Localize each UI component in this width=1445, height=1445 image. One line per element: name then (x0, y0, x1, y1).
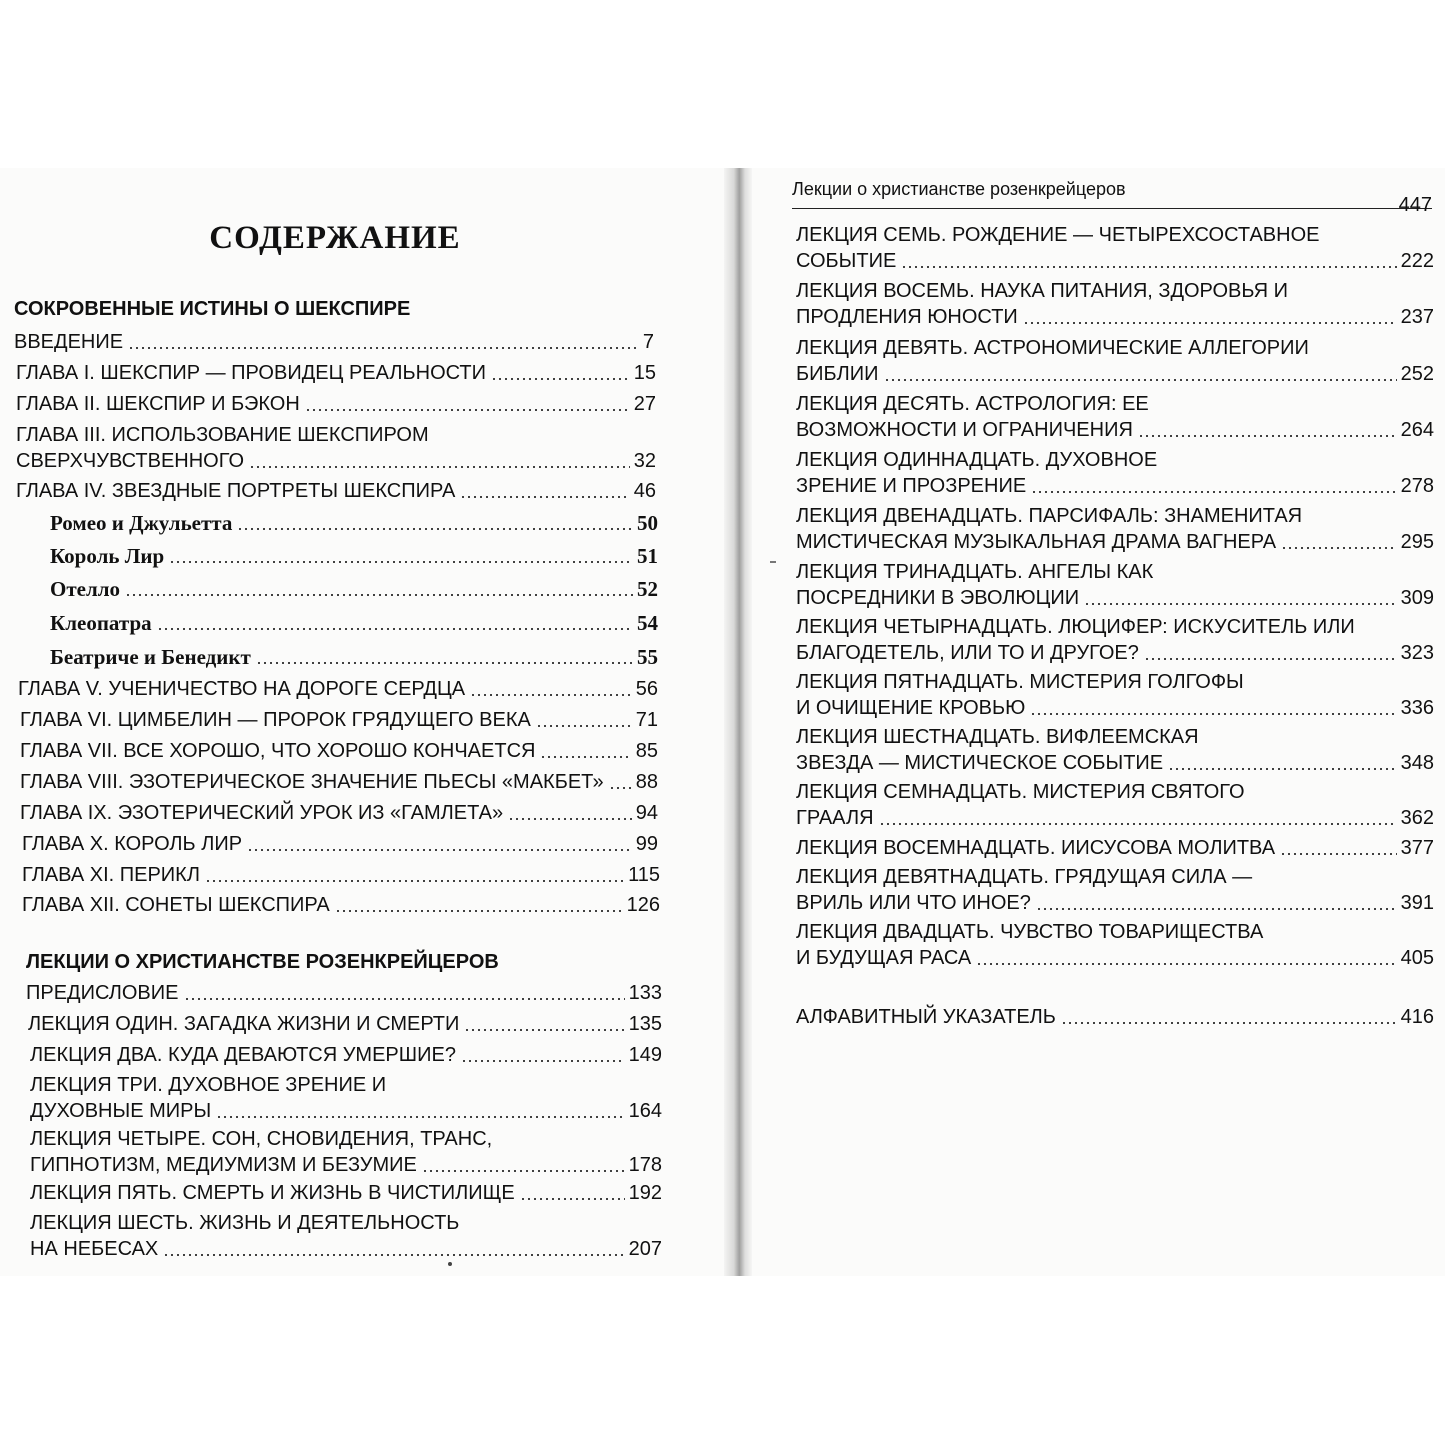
entry-title-cont: ГРААЛЯ (796, 807, 874, 829)
leader-dots (305, 409, 630, 411)
leader-dots (1030, 713, 1396, 715)
toc-entry[interactable] (796, 864, 1434, 916)
entry-title: ЛЕКЦИЯ ОДИННАДЦАТЬ. ДУХОВНОЕ (796, 449, 1158, 471)
toc-entry[interactable] (796, 919, 1434, 971)
entry-page: 222 (1400, 250, 1434, 272)
entry-title: ГЛАВА III. ИСПОЛЬЗОВАНИЕ ШЕКСПИРОМ (16, 424, 429, 446)
entry-title: ЛЕКЦИЯ ДВАДЦАТЬ. ЧУВСТВО ТОВАРИЩЕСТВА (796, 921, 1264, 943)
toc-entry[interactable] (796, 447, 1434, 499)
leader-dots (460, 496, 629, 498)
entry-title: ГЛАВА IV. ЗВЕЗДНЫЕ ПОРТРЕТЫ ШЕКСПИРА (16, 480, 456, 502)
leader-dots (508, 818, 632, 820)
toc-entry[interactable] (22, 831, 658, 857)
leader-dots (205, 880, 624, 882)
entry-title: Король Лир (50, 544, 165, 568)
entry-page: 99 (635, 833, 658, 855)
entry-page: 295 (1400, 531, 1434, 553)
entry-page: 133 (628, 982, 662, 1004)
entry-title: Беатриче и Бенедикт (50, 645, 251, 669)
leader-dots (879, 823, 1397, 825)
entry-title: ГЛАВА VI. ЦИМБЕЛИН — ПРОРОК ГРЯДУЩЕГО ВЕКА (20, 709, 531, 731)
running-header (792, 176, 1432, 216)
entry-page: 15 (633, 362, 656, 384)
entry-title: Отелло (50, 577, 121, 601)
entry-page: 348 (1400, 752, 1434, 774)
toc-entry[interactable] (14, 329, 654, 355)
entry-page: 377 (1400, 837, 1434, 859)
entry-page: 149 (628, 1044, 662, 1066)
entry-title: ЛЕКЦИЯ ДЕСЯТЬ. АСТРОЛОГИЯ: ЕЕ (796, 393, 1149, 415)
entry-title: ВВЕДЕНИЕ (14, 331, 124, 353)
toc-entry[interactable] (26, 980, 662, 1006)
leader-dots (464, 1029, 624, 1031)
leader-dots (470, 694, 632, 696)
leader-dots (1036, 908, 1397, 910)
toc-subentry[interactable] (50, 644, 658, 670)
leader-dots (256, 662, 633, 664)
entry-page: 46 (633, 480, 656, 502)
toc-entry[interactable] (30, 1180, 662, 1206)
page-number: 447 (1398, 194, 1432, 216)
toc-entry[interactable] (22, 892, 660, 918)
book-spread (0, 168, 1445, 1276)
entry-title: ЛЕКЦИЯ ДЕВЯТЬ. АСТРОНОМИЧЕСКИЕ АЛЛЕГОРИИ (796, 337, 1309, 359)
entry-title: ГЛАВА II. ШЕКСПИР И БЭКОН (16, 393, 300, 415)
entry-title: ЛЕКЦИЯ ОДИН. ЗАГАДКА ЖИЗНИ И СМЕРТИ (28, 1013, 460, 1035)
entry-page: 362 (1400, 807, 1434, 829)
running-title: Лекции о христианстве розенкрейцеров (792, 179, 1126, 199)
entry-title-cont: ЗВЕЗДА — МИСТИЧЕСКОЕ СОБЫТИЕ (796, 752, 1164, 774)
entry-title-cont: ГИПНОТИЗМ, МЕДИУМИЗМ И БЕЗУМИЕ (30, 1154, 417, 1176)
leader-dots (335, 910, 623, 912)
toc-entry[interactable] (16, 422, 656, 474)
leader-dots (520, 1198, 625, 1200)
entry-title-cont: ВРИЛЬ ИЛИ ЧТО ИНОЕ? (796, 892, 1031, 914)
toc-subentry[interactable] (50, 610, 658, 636)
entry-page: 52 (637, 577, 658, 601)
entry-title: ЛЕКЦИЯ ШЕСТНАДЦАТЬ. ВИФЛЕЕМСКАЯ (796, 726, 1199, 748)
toc-entry[interactable] (796, 1004, 1434, 1030)
entry-title-cont: БЛАГОДЕТЕЛЬ, ИЛИ ТО И ДРУГОЕ? (796, 642, 1139, 664)
toc-entry[interactable] (796, 835, 1434, 861)
toc-entry[interactable] (796, 559, 1434, 611)
leader-dots (1144, 658, 1397, 660)
leader-dots (128, 347, 639, 349)
entry-title-cont: МИСТИЧЕСКАЯ МУЗЫКАЛЬНАЯ ДРАМА ВАГНЕРА (796, 531, 1277, 553)
entry-page: 27 (633, 393, 656, 415)
entry-title-cont: И ОЧИЩЕНИЕ КРОВЬЮ (796, 697, 1026, 719)
entry-title-cont: ЗРЕНИЕ И ПРОЗРЕНИЕ (796, 475, 1027, 497)
entry-title: АЛФАВИТНЫЙ УКАЗАТЕЛЬ (796, 1006, 1056, 1028)
entry-title-cont: БИБЛИИ (796, 363, 879, 385)
leader-dots (976, 963, 1396, 965)
entry-page: 85 (635, 740, 658, 762)
entry-page: 336 (1400, 697, 1434, 719)
entry-page: 207 (628, 1238, 662, 1260)
leader-dots (1168, 768, 1397, 770)
toc-entry[interactable] (796, 335, 1434, 387)
leader-dots (540, 756, 631, 758)
leader-dots (884, 379, 1397, 381)
entry-title: ГЛАВА XI. ПЕРИКЛ (22, 864, 200, 886)
leader-dots (1138, 435, 1397, 437)
toc-entry[interactable] (22, 862, 660, 888)
entry-page: 416 (1400, 1006, 1434, 1028)
entry-page: 264 (1400, 419, 1434, 441)
entry-title: ЛЕКЦИЯ ТРИНАДЦАТЬ. АНГЕЛЫ КАК (796, 561, 1154, 583)
entry-title: ЛЕКЦИЯ ЧЕТЫРНАДЦАТЬ. ЛЮЦИФЕР: ИСКУСИТЕЛЬ ИЛИ (796, 616, 1355, 638)
entry-title-cont: СОБЫТИЕ (796, 250, 897, 272)
entry-page: 7 (642, 331, 654, 353)
toc-subentry[interactable] (50, 576, 658, 602)
entry-title: ЛЕКЦИЯ ВОСЕМНАДЦАТЬ. ИИСУСОВА МОЛИТВА (796, 837, 1276, 859)
leader-dots (901, 266, 1396, 268)
entry-title: ЛЕКЦИЯ ПЯТЬ. СМЕРТЬ И ЖИЗНЬ В ЧИСТИЛИЩЕ (30, 1182, 515, 1204)
leader-dots (249, 466, 630, 468)
toc-entry[interactable] (16, 478, 656, 504)
entry-page: 309 (1400, 587, 1434, 609)
leader-dots (422, 1170, 625, 1172)
leader-dots (169, 561, 633, 563)
entry-page: 252 (1400, 363, 1434, 385)
entry-title: ПРЕДИСЛОВИЕ (26, 982, 179, 1004)
toc-entry[interactable] (796, 724, 1434, 776)
toc-entry[interactable] (16, 360, 656, 386)
entry-page: 135 (628, 1013, 662, 1035)
entry-title: ЛЕКЦИЯ ДВЕНАДЦАТЬ. ПАРСИФАЛЬ: ЗНАМЕНИТАЯ (796, 505, 1303, 527)
entry-page: 278 (1400, 475, 1434, 497)
entry-title: ЛЕКЦИЯ ЧЕТЫРЕ. СОН, СНОВИДЕНИЯ, ТРАНС, (30, 1128, 493, 1150)
toc-entry[interactable] (796, 391, 1434, 443)
stray-dot (448, 1262, 452, 1266)
section-heading-rosicrucian: ЛЕКЦИИ О ХРИСТИАНСТВЕ РОЗЕНКРЕЙЦЕРОВ (26, 951, 499, 973)
entry-title: ЛЕКЦИЯ ДВА. КУДА ДЕВАЮТСЯ УМЕРШИЕ? (30, 1044, 456, 1066)
entry-page: 56 (635, 678, 658, 700)
leader-dots (157, 628, 633, 630)
entry-title: ЛЕКЦИЯ СЕМНАДЦАТЬ. МИСТЕРИЯ СВЯТОГО (796, 781, 1245, 803)
entry-page: 178 (628, 1154, 662, 1176)
entry-title-cont: ВОЗМОЖНОСТИ И ОГРАНИЧЕНИЯ (796, 419, 1133, 441)
toc-entry[interactable] (796, 222, 1434, 274)
leader-dots (1031, 491, 1396, 493)
leader-dots (1280, 853, 1397, 855)
entry-title: ЛЕКЦИЯ СЕМЬ. РОЖДЕНИЕ — ЧЕТЫРЕХСОСТАВНОЕ (796, 224, 1320, 246)
toc-entry[interactable] (30, 1210, 662, 1262)
leader-dots (461, 1060, 625, 1062)
section-heading-shakespeare: СОКРОВЕННЫЕ ИСТИНЫ О ШЕКСПИРЕ (14, 298, 411, 320)
toc-entry[interactable] (796, 614, 1434, 666)
toc-entry[interactable] (20, 769, 658, 795)
entry-title-cont: СВЕРХЧУВСТВЕННОГО (16, 450, 244, 472)
entry-title-cont: И БУДУЩАЯ РАСА (796, 947, 972, 969)
right-page (752, 168, 1445, 1276)
entry-title: ГЛАВА I. ШЕКСПИР — ПРОВИДЕЦ РЕАЛЬНОСТИ (16, 362, 487, 384)
entry-title: ЛЕКЦИЯ ВОСЕМЬ. НАУКА ПИТАНИЯ, ЗДОРОВЬЯ И (796, 280, 1288, 302)
entry-title: ГЛАВА XII. СОНЕТЫ ШЕКСПИРА (22, 894, 330, 916)
entry-page: 32 (633, 450, 656, 472)
stray-mark (770, 561, 776, 563)
entry-title-cont: НА НЕБЕСАХ (30, 1238, 159, 1260)
leader-dots (184, 998, 625, 1000)
entry-title-cont: ПОСРЕДНИКИ В ЭВОЛЮЦИИ (796, 587, 1080, 609)
entry-title: ГЛАВА X. КОРОЛЬ ЛИР (22, 833, 243, 855)
entry-page: 51 (637, 544, 658, 568)
entry-title: ГЛАВА VIII. ЭЗОТЕРИЧЕСКОЕ ЗНАЧЕНИЕ ПЬЕСЫ «МАКБЕТ» (20, 771, 604, 793)
entry-page: 71 (635, 709, 658, 731)
entry-page: 192 (628, 1182, 662, 1204)
entry-title-cont: ПРОДЛЕНИЯ ЮНОСТИ (796, 306, 1018, 328)
toc-entry[interactable] (796, 278, 1434, 330)
entry-title: ЛЕКЦИЯ ШЕСТЬ. ЖИЗНЬ И ДЕЯТЕЛЬНОСТЬ (30, 1212, 460, 1234)
leader-dots (247, 849, 632, 851)
toc-entry[interactable] (20, 800, 658, 826)
entry-page: 54 (637, 611, 658, 635)
toc-entry[interactable] (18, 676, 658, 702)
toc-entry[interactable] (16, 391, 656, 417)
entry-page: 115 (628, 864, 660, 886)
leader-dots (1061, 1022, 1397, 1024)
entry-page: 126 (626, 894, 660, 916)
toc-subentry[interactable] (50, 543, 658, 569)
toc-entry[interactable] (28, 1011, 662, 1037)
toc-entry[interactable] (30, 1042, 662, 1068)
toc-entry[interactable] (796, 669, 1434, 721)
entry-page: 391 (1400, 892, 1434, 914)
leader-dots (491, 378, 630, 380)
entry-title: ГЛАВА VII. ВСЕ ХОРОШО, ЧТО ХОРОШО КОНЧАЕТСЯ (20, 740, 536, 762)
entry-page: 405 (1400, 947, 1434, 969)
left-page (0, 168, 724, 1276)
entry-page: 164 (628, 1100, 662, 1122)
leader-dots (1281, 547, 1397, 549)
entry-title: ЛЕКЦИЯ ТРИ. ДУХОВНОЕ ЗРЕНИЕ И (30, 1074, 387, 1096)
entry-title: ГЛАВА IX. ЭЗОТЕРИЧЕСКИЙ УРОК ИЗ «ГАМЛЕТА» (20, 802, 504, 824)
entry-page: 94 (635, 802, 658, 824)
book-gutter (724, 168, 752, 1276)
entry-page: 88 (635, 771, 658, 793)
toc-subentry[interactable] (50, 510, 658, 536)
leader-dots (1023, 322, 1397, 324)
toc-title: СОДЕРЖАНИЕ (209, 220, 461, 256)
leader-dots (609, 787, 632, 789)
entry-title: Ромео и Джульетта (50, 511, 233, 535)
entry-page: 55 (637, 645, 658, 669)
leader-dots (125, 594, 633, 596)
entry-page: 50 (637, 511, 658, 535)
leader-dots (163, 1254, 624, 1256)
leader-dots (216, 1116, 624, 1118)
toc-entry[interactable] (796, 779, 1434, 831)
entry-title: ЛЕКЦИЯ ДЕВЯТНАДЦАТЬ. ГРЯДУЩАЯ СИЛА — (796, 866, 1253, 888)
toc-entry[interactable] (796, 503, 1434, 555)
leader-dots (1084, 603, 1396, 605)
entry-title: ЛЕКЦИЯ ПЯТНАДЦАТЬ. МИСТЕРИЯ ГОЛГОФЫ (796, 671, 1244, 693)
entry-page: 237 (1400, 306, 1434, 328)
leader-dots (536, 725, 632, 727)
leader-dots (237, 528, 633, 530)
entry-title-cont: ДУХОВНЫЕ МИРЫ (30, 1100, 212, 1122)
entry-title: Клеопатра (50, 611, 152, 635)
entry-title: ГЛАВА V. УЧЕНИЧЕСТВО НА ДОРОГЕ СЕРДЦА (18, 678, 466, 700)
entry-page: 323 (1400, 642, 1434, 664)
toc-entry[interactable] (30, 1072, 662, 1124)
toc-entry[interactable] (30, 1126, 662, 1178)
toc-entry[interactable] (20, 738, 658, 764)
toc-entry[interactable] (20, 707, 658, 733)
